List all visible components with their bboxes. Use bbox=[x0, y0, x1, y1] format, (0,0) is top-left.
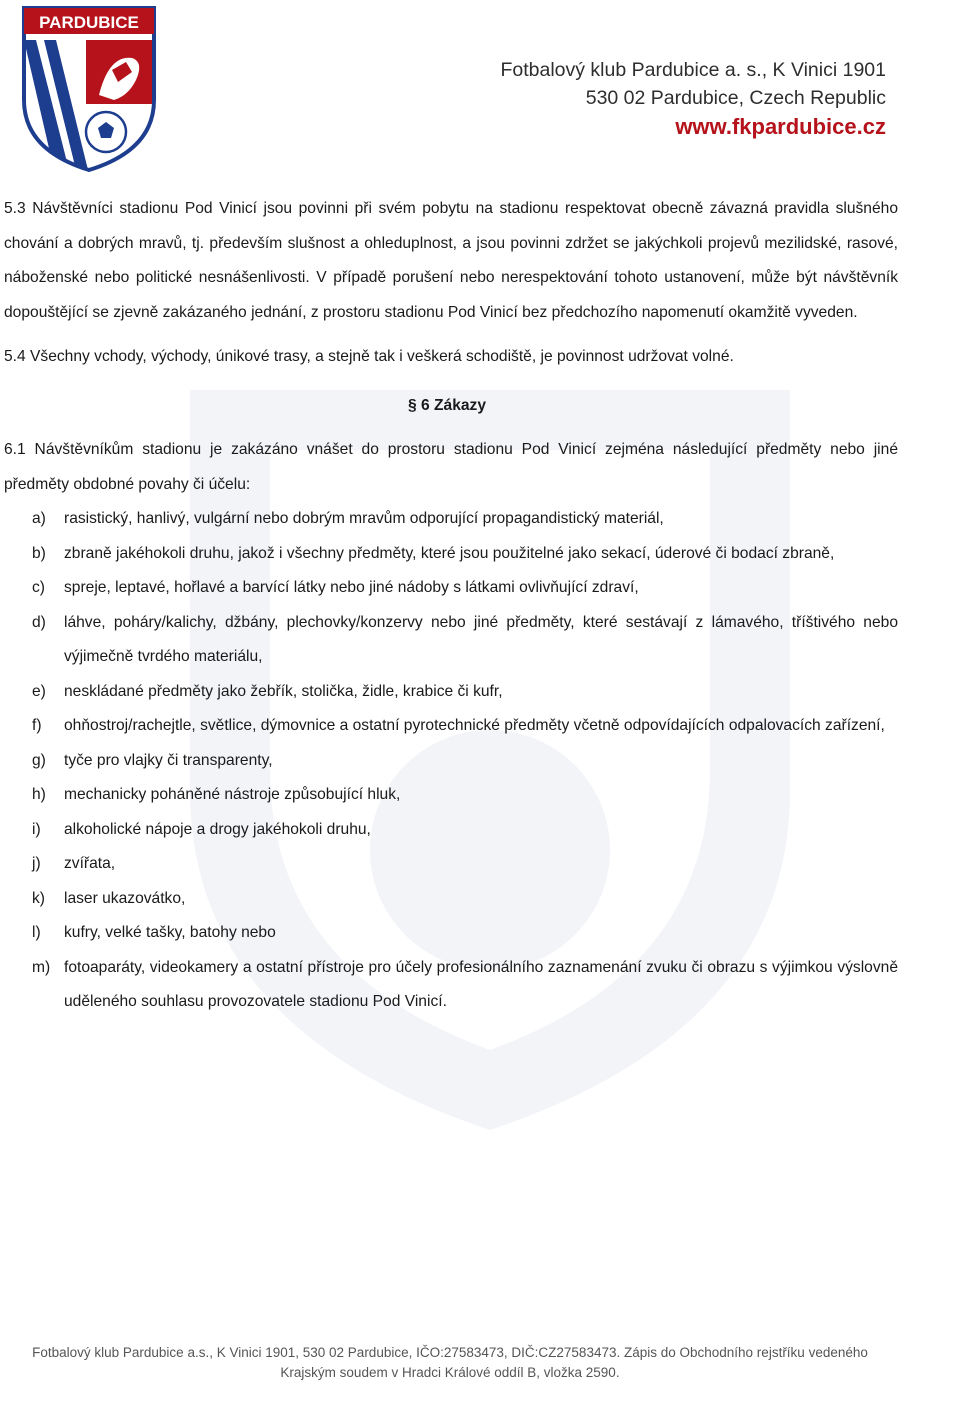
list-item: e) neskládané předměty jako žebřík, stolička, židle, krabice či kufr, bbox=[32, 682, 503, 700]
club-logo bbox=[14, 0, 164, 172]
list-item: f) ohňostroj/rachejtle, světlice, dýmovnice a ostatní pyrotechnické předměty včetně odpovídajících odpalovacích zařízení, bbox=[32, 717, 885, 734]
prohibited-items-list bbox=[4, 502, 898, 1020]
list-item: k) laser ukazovátko, bbox=[32, 889, 186, 907]
page-footer bbox=[0, 1343, 900, 1383]
list-item: d) láhve, poháry/kalichy, džbány, plechovky/konzervy nebo jiné předměty, které sestávají z lámavého, tříštivého nebo výjimečně tvrdého materiálu, bbox=[32, 613, 898, 665]
list-item: i) alkoholické nápoje a drogy jakéhokoli druhu, bbox=[32, 820, 371, 838]
list-item: l) kufry, velké tašky, batohy nebo bbox=[32, 924, 276, 941]
list-item: h) mechanicky poháněné nástroje způsobující hluk, bbox=[32, 786, 401, 803]
org-website-link[interactable]: www.fkpardubice.cz bbox=[675, 114, 886, 139]
paragraph-5-4: 5.4 Všechny vchody, východy, únikové trasy, a stejně tak i veškerá schodiště, je povinnost udržovat volné. bbox=[4, 348, 734, 365]
list-item: m) fotoaparáty, videokamery a ostatní přístroje pro účely profesionálního zaznamenání zvuku či obrazu s výjimkou výslovně uděleného souhlasu provozovatele stadionu Pod Vinicí. bbox=[32, 958, 898, 1010]
list-item: b) zbraně jakéhokoli druhu, jakož i všechny předměty, které jsou použitelné jako sekací, úderové či bodací zbraně, bbox=[32, 544, 835, 562]
footer-line-2: Krajským soudem v Hradci Králové oddíl B, vložka 2590. bbox=[280, 1365, 620, 1380]
org-name: Fotbalový klub Pardubice a. s., K Vinici 1901 bbox=[500, 59, 886, 81]
org-address: 530 02 Pardubice, Czech Republic bbox=[585, 87, 886, 109]
list-item: j) zvířata, bbox=[32, 855, 116, 872]
list-item: c) spreje, leptavé, hořlavé a barvící látky nebo jiné nádoby s látkami ovlivňující zdraví, bbox=[32, 579, 639, 596]
organization-info bbox=[500, 56, 886, 142]
document-body bbox=[4, 192, 898, 1020]
footer-line-1: Fotbalový klub Pardubice a.s., K Vinici 1901, 530 02 Pardubice, IČO:27583473, DIČ:CZ27583473. Zápis do Obchodního rejstříku vedeného bbox=[32, 1345, 868, 1360]
list-item: a) rasistický, hanlivý, vulgární nebo dobrým mravům odporující propagandistický materiál, bbox=[32, 510, 664, 527]
section-heading-6: § 6 Zákazy bbox=[408, 396, 487, 414]
list-item: g) tyče pro vlajky či transparenty, bbox=[32, 751, 273, 769]
logo-lettering: PARDUBICE bbox=[39, 13, 139, 32]
paragraph-6-1: 6.1 Návštěvníkům stadionu je zakázáno vnášet do prostoru stadionu Pod Vinicí zejména následující předměty nebo jiné předměty obdobné povahy či účelu: bbox=[4, 441, 898, 493]
paragraph-5-3: 5.3 Návštěvníci stadionu Pod Vinicí jsou povinni při svém pobytu na stadionu respektovat obecně závazná pravidla slušného chování a dobrých mravů, tj. především slušnost a ohleduplnost, a jsou povinni zdržet se jakýchkoli projevů mezilidské, rasové, náboženské nebo politické nesnášenlivosti. V případě porušení nebo nerespektování tohoto ustanovení, může být návštěvník dopouštějící se zjevně zakázaného jednání, z prostoru stadionu Pod Vinicí bez předchozího napomenutí okamžitě vyveden. bbox=[4, 200, 898, 321]
